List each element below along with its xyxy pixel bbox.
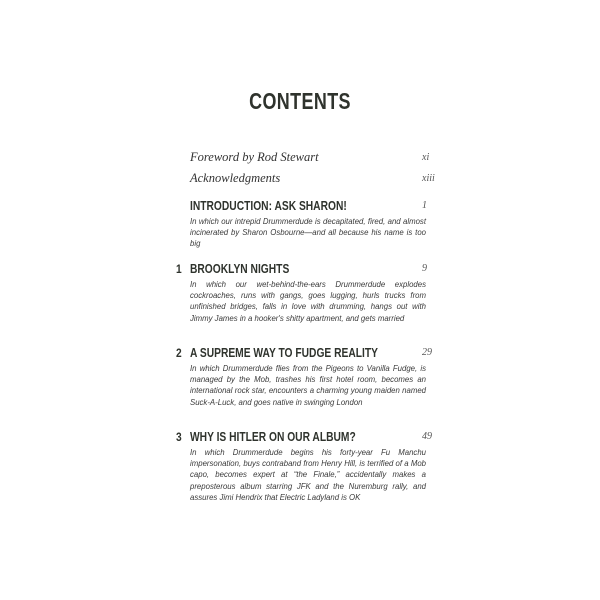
chapter-description: In which our intrepid Drummerdude is decapitated, fired, and almost incinerated by Sharon Osbourne—and all because his name is too big [190,217,426,249]
chapter-description: In which Drummerdude begins his forty-year Fu Manchu impersonation, buys contraband from Henry Hill, is terrified of a Mob capo, becomes expert at “the Finale,” accidentally makes a preposterous album starring JFK and the Nuremburg rally, and assures Jimi Hendrix that Electric Ladyland is OK [190,448,426,502]
front-matter-foreword-page: xi [422,152,430,163]
chapter-title: WHY IS HITLER ON OUR ALBUM? [190,430,356,444]
front-matter-foreword: Foreword by Rod Stewart [190,150,319,164]
chapter-number: 3 [176,430,182,444]
chapter-page-number: 1 [422,200,427,211]
page-title: CONTENTS [249,88,351,114]
chapter-page-number: 49 [422,431,432,442]
chapter-title: BROOKLYN NIGHTS [190,262,290,276]
chapter-title: A SUPREME WAY TO FUDGE REALITY [190,346,378,360]
chapter-description: In which Drummerdude flies from the Pigeons to Vanilla Fudge, is managed by the Mob, trashes his first hotel room, becomes an international rock star, encounters a charming young maiden named Suck-A-Luck, and goes native in swinging London [190,364,426,407]
front-matter-acknowledgments: Acknowledgments [190,171,281,185]
chapter-page-number: 29 [422,347,432,358]
chapter-number: 1 [176,262,182,276]
chapter-title: INTRODUCTION: ASK SHARON! [190,199,347,213]
front-matter-acknowledgments-page: xiii [422,173,435,184]
chapter-description: In which our wet-behind-the-ears Drummerdude explodes cockroaches, runs with gangs, goes lugging, hurls trucks from unfinished bridges, falls in love with drumming, hangs out with Jimmy James in a hooker's shitty apartment, and gets married [190,280,426,323]
chapter-page-number: 9 [422,263,427,274]
chapter-number: 2 [176,346,182,360]
